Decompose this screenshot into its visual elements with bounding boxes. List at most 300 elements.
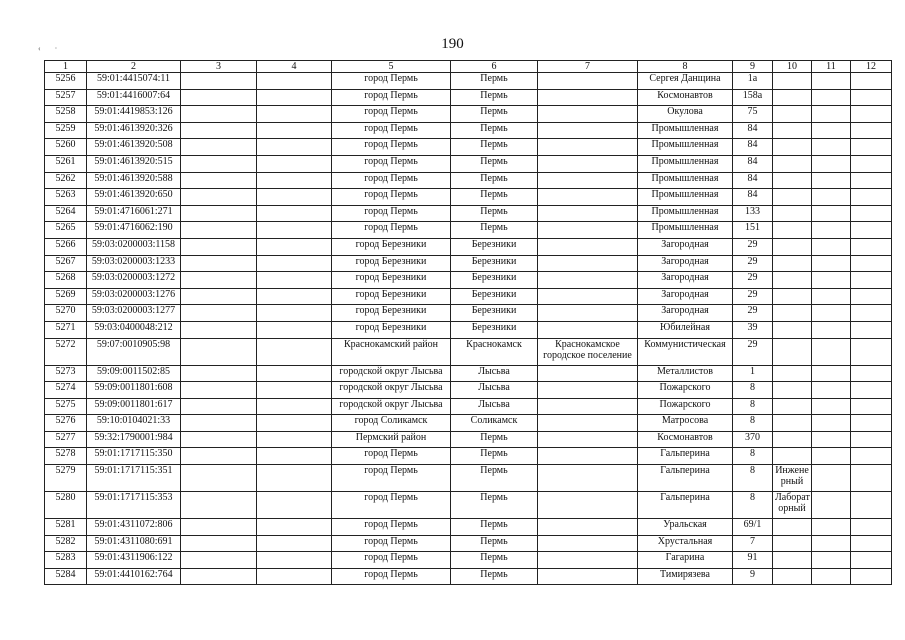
cell-cadastral-number: 59:03:0200003:1272 [87,272,181,289]
cell-col-11 [812,321,851,338]
cell-row-number: 5263 [45,189,87,206]
column-header: 6 [451,61,538,73]
cell-col-10 [773,535,812,552]
cell-locality: Пермь [451,172,538,189]
cell-col-3 [181,431,257,448]
table-row [45,288,892,305]
cell-col-3 [181,305,257,322]
cell-col-4 [257,338,332,365]
cell-settlement [538,305,638,322]
cell-municipality: Пермский район [332,431,451,448]
cell-col-3 [181,448,257,465]
cell-settlement [538,492,638,519]
cell-col-12 [851,238,892,255]
cell-municipality: город Пермь [332,535,451,552]
cell-locality: Березники [451,272,538,289]
cell-col-12 [851,139,892,156]
cell-col-3 [181,89,257,106]
cell-col-3 [181,222,257,239]
cell-settlement [538,106,638,123]
table-row [45,519,892,536]
cell-col-10 [773,172,812,189]
cell-col-11 [812,448,851,465]
cell-col-10 [773,89,812,106]
cell-col-10: Инжене рный [773,465,812,492]
cell-cadastral-number: 59:01:4311080:691 [87,535,181,552]
cell-col-10 [773,272,812,289]
cell-col-4 [257,465,332,492]
cell-col-10 [773,139,812,156]
cell-col-10 [773,288,812,305]
cell-col-11 [812,415,851,432]
column-header: 11 [812,61,851,73]
cell-municipality: город Пермь [332,106,451,123]
cell-locality: Березники [451,255,538,272]
table-row [45,89,892,106]
cell-settlement [538,89,638,106]
cell-col-10: Лаборат орный [773,492,812,519]
cell-col-10 [773,189,812,206]
cell-col-11 [812,272,851,289]
cell-col-3 [181,535,257,552]
cell-col-4 [257,398,332,415]
cell-locality: Березники [451,321,538,338]
cell-col-12 [851,568,892,585]
cell-col-12 [851,535,892,552]
cell-cadastral-number: 59:32:1790001:984 [87,431,181,448]
cell-settlement [538,448,638,465]
cell-col-12 [851,189,892,206]
cell-street: Загородная [638,272,733,289]
cell-col-10 [773,222,812,239]
cell-col-3 [181,205,257,222]
cell-col-3 [181,73,257,90]
cell-col-4 [257,272,332,289]
cell-municipality: город Пермь [332,122,451,139]
column-header: 2 [87,61,181,73]
cell-street: Космонавтов [638,431,733,448]
cell-col-12 [851,465,892,492]
table-row [45,382,892,399]
cell-col-3 [181,321,257,338]
cell-col-3 [181,465,257,492]
cell-col-12 [851,272,892,289]
cell-street: Юбилейная [638,321,733,338]
cell-locality: Пермь [451,448,538,465]
cell-row-number: 5271 [45,321,87,338]
table-body [45,73,892,585]
cell-cadastral-number: 59:01:4613920:515 [87,155,181,172]
cell-col-10 [773,321,812,338]
cell-locality: Лысьва [451,398,538,415]
cell-col-11 [812,89,851,106]
cell-col-3 [181,122,257,139]
table-row [45,73,892,90]
cell-col-11 [812,238,851,255]
cell-row-number: 5282 [45,535,87,552]
cell-house: 29 [733,272,773,289]
cell-locality: Соликамск [451,415,538,432]
cell-street: Коммунистическая [638,338,733,365]
cell-street: Промышленная [638,205,733,222]
cell-municipality: городской округ Лысьва [332,382,451,399]
cell-row-number: 5267 [45,255,87,272]
table-row [45,552,892,569]
cell-locality: Пермь [451,519,538,536]
cell-row-number: 5265 [45,222,87,239]
cell-col-4 [257,122,332,139]
cell-col-4 [257,415,332,432]
cell-col-10 [773,431,812,448]
table-header [45,61,892,73]
cell-settlement [538,255,638,272]
cell-locality: Березники [451,288,538,305]
cell-locality: Краснокамск [451,338,538,365]
cell-cadastral-number: 59:01:4311072:806 [87,519,181,536]
cell-house: 1 [733,365,773,382]
cell-municipality: город Пермь [332,552,451,569]
cell-col-12 [851,519,892,536]
table-row [45,172,892,189]
cell-cadastral-number: 59:01:4311906:122 [87,552,181,569]
table-row [45,189,892,206]
cell-cadastral-number: 59:01:4613920:326 [87,122,181,139]
cell-locality: Пермь [451,189,538,206]
table-row [45,321,892,338]
cell-cadastral-number: 59:01:1717115:353 [87,492,181,519]
table-row [45,122,892,139]
cell-street: Промышленная [638,172,733,189]
cell-row-number: 5260 [45,139,87,156]
table-row [45,465,892,492]
cell-municipality: городской округ Лысьва [332,398,451,415]
cell-col-4 [257,568,332,585]
cell-row-number: 5281 [45,519,87,536]
cell-locality: Пермь [451,89,538,106]
cell-house: 8 [733,465,773,492]
cell-col-10 [773,552,812,569]
cell-street: Загородная [638,255,733,272]
cell-col-11 [812,106,851,123]
cell-col-4 [257,189,332,206]
cell-col-11 [812,431,851,448]
cell-house: 29 [733,288,773,305]
cell-row-number: 5275 [45,398,87,415]
cell-col-4 [257,222,332,239]
cell-street: Пожарского [638,382,733,399]
cell-row-number: 5283 [45,552,87,569]
cell-house: 8 [733,398,773,415]
cell-col-3 [181,255,257,272]
cell-house: 370 [733,431,773,448]
cell-house: 8 [733,448,773,465]
column-header: 4 [257,61,332,73]
table-row [45,535,892,552]
cell-house: 29 [733,238,773,255]
cell-row-number: 5277 [45,431,87,448]
cell-cadastral-number: 59:10:0104021:33 [87,415,181,432]
cell-col-11 [812,305,851,322]
column-header: 3 [181,61,257,73]
table-row [45,238,892,255]
cell-municipality: город Березники [332,305,451,322]
cell-municipality: город Пермь [332,189,451,206]
cell-locality: Пермь [451,73,538,90]
cell-house: 133 [733,205,773,222]
cell-col-4 [257,139,332,156]
cell-cadastral-number: 59:01:4415074:11 [87,73,181,90]
cell-col-12 [851,288,892,305]
cell-street: Сергея Данщина [638,73,733,90]
cell-col-12 [851,365,892,382]
cell-settlement [538,431,638,448]
cell-row-number: 5273 [45,365,87,382]
cell-col-12 [851,492,892,519]
cell-col-4 [257,431,332,448]
cell-col-3 [181,519,257,536]
cell-row-number: 5272 [45,338,87,365]
cell-col-4 [257,365,332,382]
cell-row-number: 5258 [45,106,87,123]
scan-marks: ‹ · [38,44,64,53]
cell-house: 29 [733,338,773,365]
cell-col-3 [181,338,257,365]
cell-col-3 [181,155,257,172]
table-row [45,492,892,519]
cell-col-11 [812,288,851,305]
cell-locality: Пермь [451,568,538,585]
cell-municipality: город Пермь [332,155,451,172]
cell-locality: Пермь [451,431,538,448]
cell-col-12 [851,106,892,123]
cell-settlement [538,238,638,255]
table-row [45,272,892,289]
cell-street: Промышленная [638,222,733,239]
cell-locality: Пермь [451,552,538,569]
cell-locality: Березники [451,238,538,255]
cell-col-4 [257,172,332,189]
cell-locality: Лысьва [451,382,538,399]
cell-settlement [538,222,638,239]
cell-row-number: 5259 [45,122,87,139]
column-header: 10 [773,61,812,73]
cell-col-10 [773,122,812,139]
cell-settlement [538,552,638,569]
cell-col-3 [181,139,257,156]
cell-settlement [538,519,638,536]
cell-municipality: город Березники [332,238,451,255]
cell-street: Загородная [638,288,733,305]
table-row [45,568,892,585]
cell-col-10 [773,255,812,272]
cell-house: 29 [733,305,773,322]
cell-col-12 [851,172,892,189]
cell-municipality: город Пермь [332,73,451,90]
cell-col-12 [851,155,892,172]
cell-col-3 [181,552,257,569]
cell-locality: Пермь [451,205,538,222]
cell-settlement [538,272,638,289]
cell-row-number: 5270 [45,305,87,322]
cell-house: 84 [733,139,773,156]
cell-house: 8 [733,415,773,432]
cell-settlement [538,288,638,305]
cell-municipality: город Березники [332,255,451,272]
cell-col-4 [257,238,332,255]
cell-col-10 [773,519,812,536]
cell-col-10 [773,568,812,585]
cell-house: 84 [733,172,773,189]
page-number: 190 [441,36,464,52]
cell-house: 75 [733,106,773,123]
cell-cadastral-number: 59:01:4416007:64 [87,89,181,106]
cell-municipality: город Пермь [332,172,451,189]
cell-col-4 [257,492,332,519]
table-row [45,222,892,239]
cell-col-10 [773,155,812,172]
cell-col-12 [851,552,892,569]
cell-col-3 [181,172,257,189]
column-header: 8 [638,61,733,73]
cell-col-12 [851,89,892,106]
cell-settlement [538,122,638,139]
cell-col-12 [851,205,892,222]
cell-col-10 [773,106,812,123]
cell-col-3 [181,398,257,415]
cell-locality: Пермь [451,465,538,492]
cell-municipality: город Пермь [332,465,451,492]
cell-house: 84 [733,189,773,206]
cell-col-3 [181,106,257,123]
cell-locality: Пермь [451,222,538,239]
cell-municipality: город Пермь [332,519,451,536]
cell-street: Промышленная [638,122,733,139]
cell-cadastral-number: 59:01:4613920:588 [87,172,181,189]
cell-col-11 [812,338,851,365]
cell-street: Промышленная [638,155,733,172]
cell-settlement [538,568,638,585]
column-header: 7 [538,61,638,73]
cell-cadastral-number: 59:01:4716061:271 [87,205,181,222]
cell-street: Промышленная [638,189,733,206]
table-row [45,255,892,272]
cell-cadastral-number: 59:03:0200003:1277 [87,305,181,322]
cell-row-number: 5262 [45,172,87,189]
cell-municipality: город Пермь [332,139,451,156]
cell-col-4 [257,305,332,322]
cell-house: 158а [733,89,773,106]
table-row [45,398,892,415]
cell-cadastral-number: 59:01:4613920:508 [87,139,181,156]
cell-col-10 [773,73,812,90]
cell-municipality: город Березники [332,288,451,305]
cell-col-10 [773,205,812,222]
cell-settlement [538,365,638,382]
cell-house: 9 [733,568,773,585]
cell-col-4 [257,205,332,222]
cell-row-number: 5257 [45,89,87,106]
cell-col-3 [181,382,257,399]
registry-table [44,60,892,585]
cell-settlement [538,155,638,172]
cell-col-12 [851,431,892,448]
table-row [45,305,892,322]
cell-col-10 [773,338,812,365]
cell-col-11 [812,222,851,239]
cell-col-11 [812,155,851,172]
cell-col-10 [773,238,812,255]
cell-house: 84 [733,155,773,172]
cell-col-4 [257,535,332,552]
cell-col-12 [851,415,892,432]
cell-col-11 [812,382,851,399]
cell-settlement [538,382,638,399]
cell-col-12 [851,222,892,239]
cell-house: 1а [733,73,773,90]
cell-col-11 [812,398,851,415]
cell-locality: Пермь [451,535,538,552]
table-row [45,448,892,465]
cell-col-10 [773,382,812,399]
cell-house: 91 [733,552,773,569]
cell-col-12 [851,321,892,338]
cell-settlement [538,189,638,206]
cell-house: 84 [733,122,773,139]
column-header: 1 [45,61,87,73]
cell-col-4 [257,448,332,465]
cell-cadastral-number: 59:09:0011801:617 [87,398,181,415]
cell-col-11 [812,519,851,536]
cell-house: 7 [733,535,773,552]
cell-col-12 [851,398,892,415]
cell-cadastral-number: 59:01:1717115:351 [87,465,181,492]
cell-col-11 [812,568,851,585]
cell-street: Пожарского [638,398,733,415]
cell-row-number: 5266 [45,238,87,255]
cell-locality: Пермь [451,106,538,123]
cell-street: Гагарина [638,552,733,569]
cell-col-11 [812,552,851,569]
cell-municipality: город Пермь [332,89,451,106]
table-row [45,338,892,365]
cell-col-4 [257,288,332,305]
cell-street: Промышленная [638,139,733,156]
cell-col-3 [181,189,257,206]
cell-col-10 [773,398,812,415]
cell-cadastral-number: 59:03:0200003:1233 [87,255,181,272]
cell-col-11 [812,535,851,552]
cell-row-number: 5280 [45,492,87,519]
column-header: 12 [851,61,892,73]
cell-settlement [538,465,638,492]
cell-street: Гальперина [638,448,733,465]
cell-settlement [538,535,638,552]
cell-col-4 [257,552,332,569]
cell-cadastral-number: 59:01:4410162:764 [87,568,181,585]
cell-cadastral-number: 59:07:0010905:98 [87,338,181,365]
cell-settlement [538,415,638,432]
table-row [45,415,892,432]
cell-col-11 [812,122,851,139]
cell-col-3 [181,415,257,432]
cell-locality: Березники [451,305,538,322]
cell-col-12 [851,338,892,365]
cell-col-11 [812,205,851,222]
cell-col-4 [257,519,332,536]
cell-col-12 [851,73,892,90]
cell-street: Космонавтов [638,89,733,106]
cell-col-11 [812,172,851,189]
